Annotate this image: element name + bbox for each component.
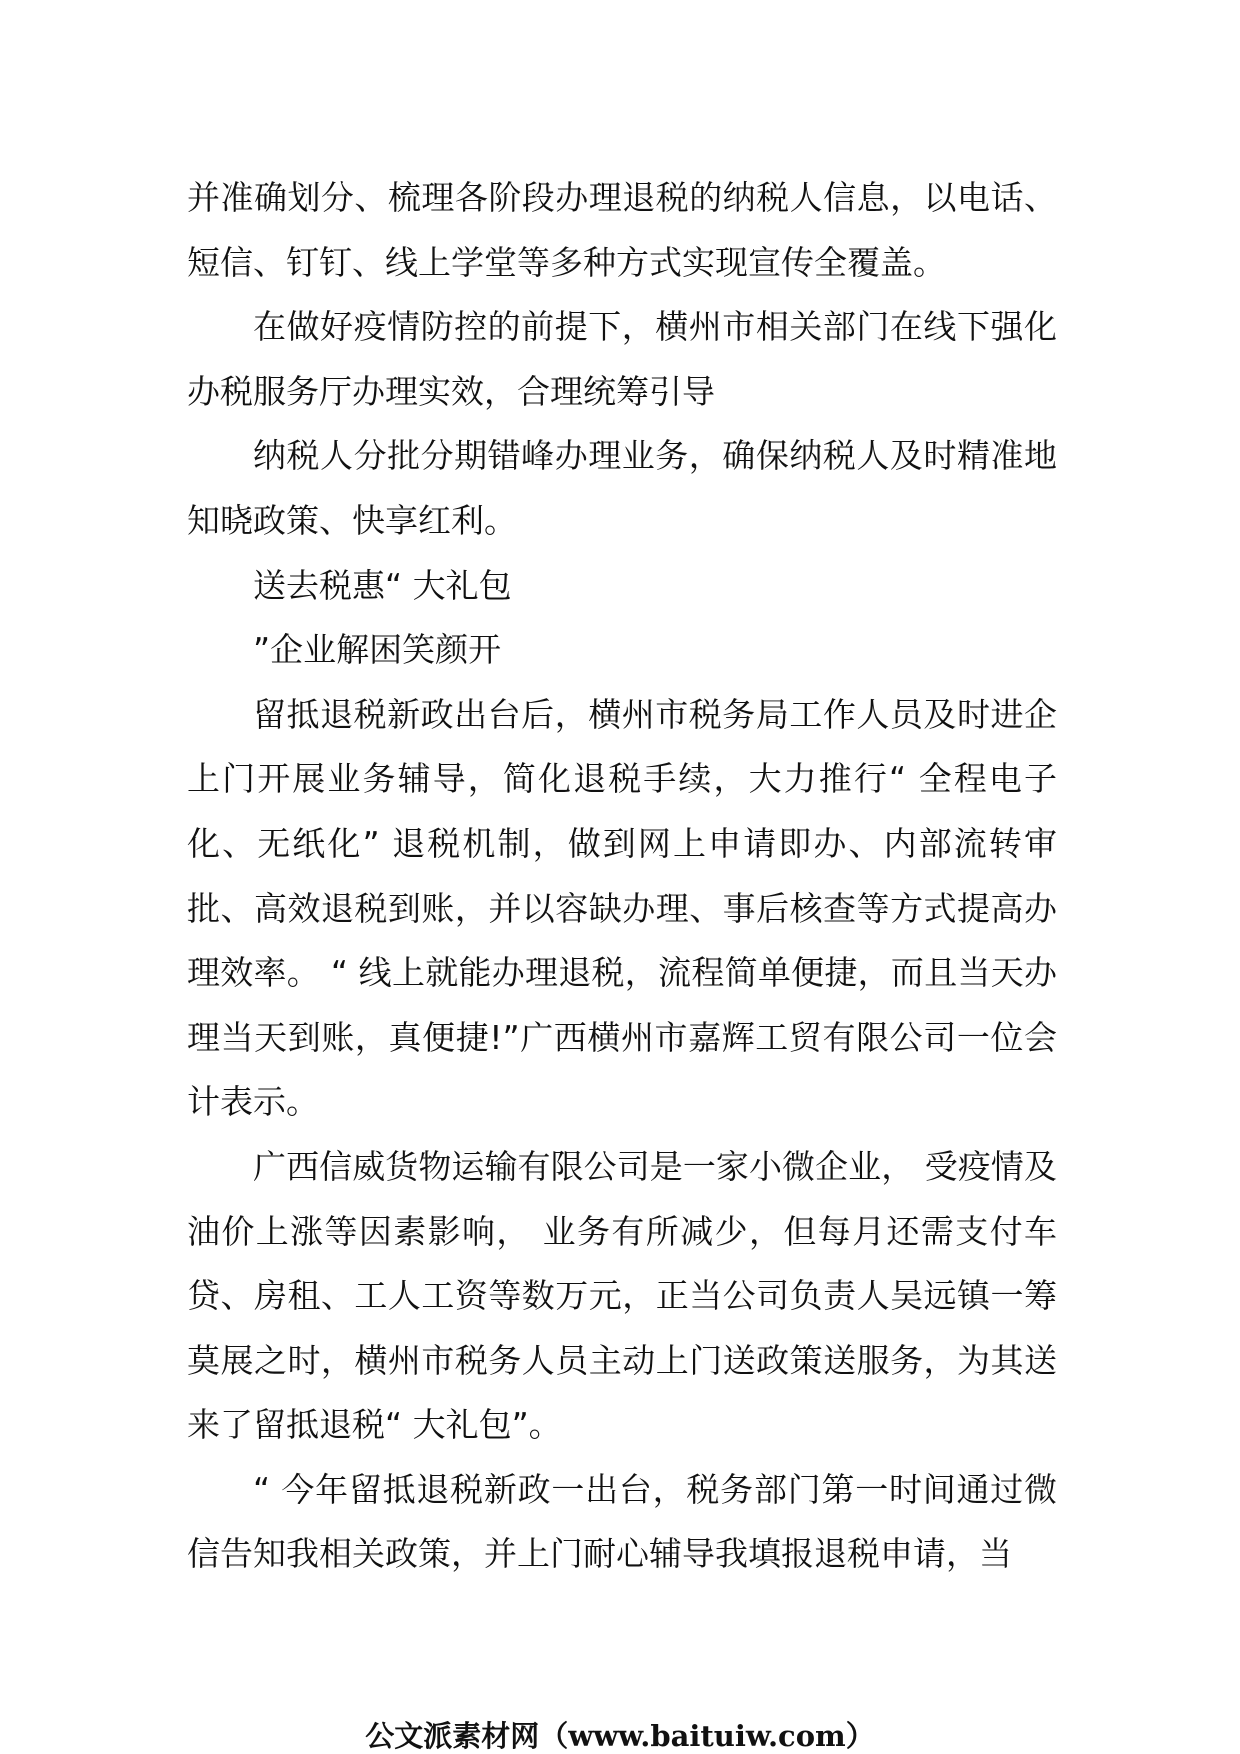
- paragraph-3: 纳税人分批分期错峰办理业务，确保纳税人及时精准地知晓政策、快享红利。: [187, 436, 1057, 540]
- paragraph-1: 并准确划分、梳理各阶段办理退税的纳税人信息，以电话、短信、钉钉、线上学堂等多种方式实现宣传全覆盖。: [187, 178, 1057, 282]
- paragraph-2: 在做好疫情防控的前提下，横州市相关部门在线下强化办税服务厅办理实效，合理统筹引导: [187, 307, 1057, 411]
- paragraph-7: 广西信威货物运输有限公司是一家小微企业， 受疫情及油价上涨等因素影响， 业务有所减少，但每月还需支付车贷、房租、工人工资等数万元，正当公司负责人吴远镇一筹莫展之时，横州市税务人员主动上门送政策送服务，为其送来了留抵退税“ 大礼包”。: [187, 1146, 1057, 1445]
- section-heading-line-1: 送去税惠“ 大礼包: [253, 565, 512, 605]
- paragraph-6: 留抵退税新政出台后，横州市税务局工作人员及时进企上门开展业务辅导，简化退税手续，大力推行“ 全程电子化、无纸化” 退税机制，做到网上申请即办、内部流转审批、高效退税到账，并以容缺办理、事后核查等方式提高办理效率。 “ 线上就能办理退税，流程简单便捷，而且当天办理当天到账，真便捷!”广西横州市嘉辉工贸有限公司一位会计表示。: [187, 694, 1057, 1122]
- paragraph-8: “ 今年留抵退税新政一出台，税务部门第一时间通过微信告知我相关政策，并上门耐心辅导我填报退税申请，当: [187, 1469, 1057, 1574]
- footer-watermark: 公文派素材网（www.baituiw.com）: [365, 1719, 875, 1753]
- document-body: [187, 166, 1057, 1587]
- section-heading-line-2: ”企业解困笑颜开: [253, 630, 502, 670]
